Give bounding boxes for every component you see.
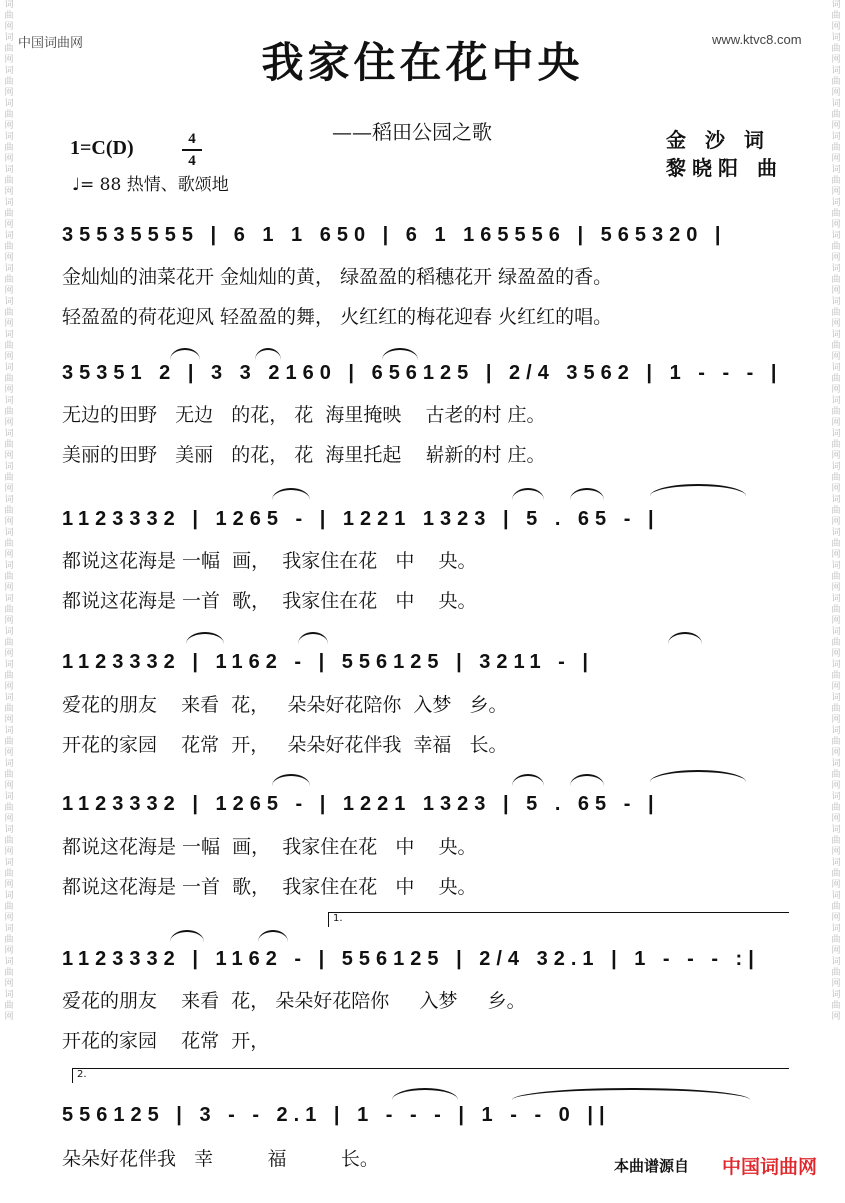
slur-mark xyxy=(668,632,702,644)
lyric-line-2a: 无边的田野 无边 的花， 花 海里掩映 古老的村 庄。 xyxy=(62,404,546,426)
notation-line-1: 35535555 | 6 1 1 650 | 6 1 165556 | 565320 | xyxy=(62,224,727,246)
lyric-line-1a: 金灿灿的油菜花开 金灿灿的黄， 绿盈盈的稻穗花开 绿盈盈的香。 xyxy=(62,266,613,288)
slur-mark xyxy=(272,774,310,786)
site-watermark-left: 中国词曲网 xyxy=(18,36,84,51)
song-title: 我家住在花中央 xyxy=(261,38,584,87)
source-brand: 中国词曲网 xyxy=(722,1156,818,1178)
key-signature: 1=C(D) xyxy=(70,137,134,159)
slur-mark xyxy=(298,632,328,644)
slur-mark xyxy=(170,930,204,942)
time-signature-top: 4 xyxy=(188,131,196,147)
slur-mark xyxy=(258,930,288,942)
slur-mark xyxy=(512,1088,750,1100)
notation-line-7: 556125 | 3 - - 2.1 | 1 - - - | 1 - - 0 || xyxy=(62,1104,611,1126)
slur-mark xyxy=(272,488,310,500)
side-watermark-left: 词曲网词曲网词曲网词曲网词曲网词曲网词曲网词曲网词曲网词曲网词曲网词曲网词曲网词曲网词曲网词曲网词曲网词曲网词曲网词曲网词曲网词曲网词曲网词曲网词曲网词曲网词曲网词曲网词曲网词曲网词曲网 xyxy=(4,0,14,1022)
time-signature-bottom: 4 xyxy=(188,153,196,169)
slur-mark xyxy=(650,770,746,782)
lyric-line-4b: 开花的家园 花常 开， 朵朵好花伴我 幸福 长。 xyxy=(62,734,508,756)
lyric-line-1b: 轻盈盈的荷花迎风 轻盈盈的舞， 火红红的梅花迎春 火红红的唱。 xyxy=(62,306,613,328)
lyric-line-3a: 都说这花海是 一幅 画， 我家住在花 中 央。 xyxy=(62,550,477,572)
lyric-line-6b: 开花的家园 花常 开， xyxy=(62,1030,270,1052)
slur-mark xyxy=(650,484,746,496)
lyricist-credit: 金 沙 词 xyxy=(666,128,770,152)
lyric-line-2b: 美丽的田野 美丽 的花， 花 海里托起 崭新的村 庄。 xyxy=(62,444,546,466)
lyric-line-6a: 爱花的朋友 来看 花， 朵朵好花陪你 入梦 乡。 xyxy=(62,990,526,1012)
composer-credit: 黎晓阳 曲 xyxy=(666,156,783,180)
song-subtitle: ——稻田公园之歌 xyxy=(332,120,492,144)
volta-second-ending: 2. xyxy=(72,1068,789,1083)
source-label: 本曲谱源自 xyxy=(614,1157,690,1175)
time-signature xyxy=(182,130,202,170)
lyric-line-4a: 爱花的朋友 来看 花， 朵朵好花陪你 入梦 乡。 xyxy=(62,694,508,716)
lyric-line-7a: 朵朵好花伴我 幸 福 长。 xyxy=(62,1148,379,1170)
notation-line-6: 1123332 | 1162 - | 556125 | 2/4 32.1 | 1 - - - :| xyxy=(62,948,760,970)
notation-line-3: 1123332 | 1265 - | 1221 1323 | 5 . 65 - | xyxy=(62,508,660,530)
lyric-line-3b: 都说这花海是 一首 歌， 我家住在花 中 央。 xyxy=(62,590,477,612)
site-watermark-right: www.ktvc8.com xyxy=(712,32,802,47)
notation-line-5: 1123332 | 1265 - | 1221 1323 | 5 . 65 - | xyxy=(62,793,660,815)
volta-first-ending: 1. xyxy=(328,912,789,927)
slur-mark xyxy=(570,774,604,786)
slur-mark xyxy=(392,1088,458,1100)
slur-mark xyxy=(186,632,224,644)
tempo-marking: ♩= 88 热情、歌颂地 xyxy=(72,175,229,195)
slur-mark xyxy=(512,488,544,500)
lyric-line-5b: 都说这花海是 一首 歌， 我家住在花 中 央。 xyxy=(62,876,477,898)
slur-mark xyxy=(512,774,544,786)
notation-line-4: 1123332 | 1162 - | 556125 | 3211 - | xyxy=(62,651,594,673)
slur-mark xyxy=(570,488,604,500)
side-watermark-right: 词曲网词曲网词曲网词曲网词曲网词曲网词曲网词曲网词曲网词曲网词曲网词曲网词曲网词曲网词曲网词曲网词曲网词曲网词曲网词曲网词曲网词曲网词曲网词曲网词曲网词曲网词曲网词曲网词曲网词曲网词曲网 xyxy=(831,0,841,1022)
notation-line-2: 35351 2 | 3 3 2160 | 656125 | 2/4 3562 | 1 - - - | xyxy=(62,362,783,384)
lyric-line-5a: 都说这花海是 一幅 画， 我家住在花 中 央。 xyxy=(62,836,477,858)
